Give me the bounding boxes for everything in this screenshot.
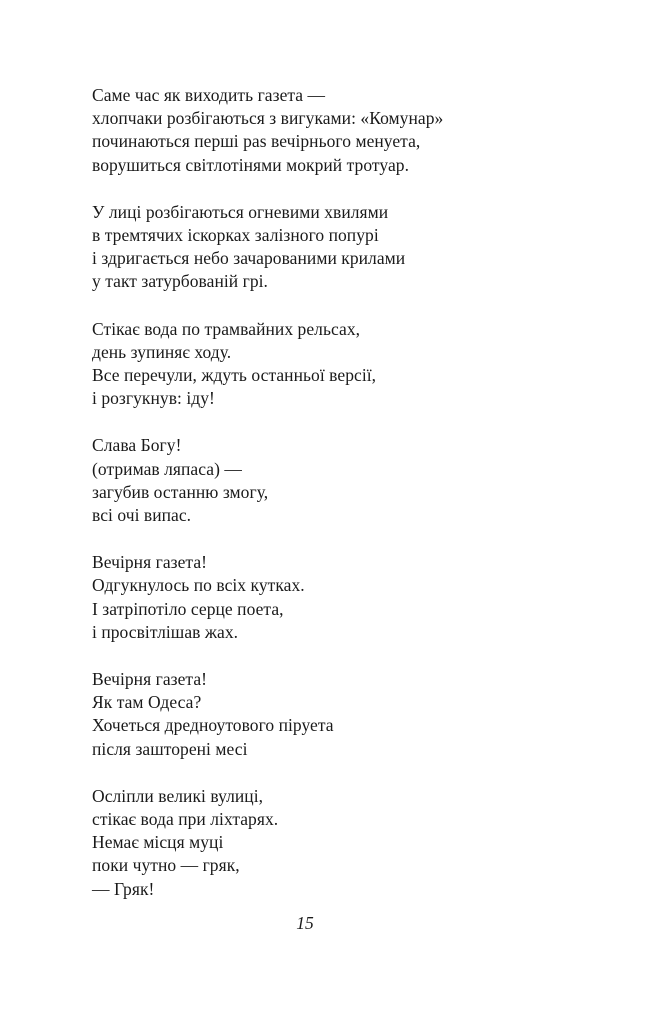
- poem-line: ворушиться світлотінями мокрий тротуар.: [92, 154, 410, 175]
- stanza-2: [92, 201, 572, 294]
- poem-line: поки чутно — гряк,: [92, 855, 240, 876]
- stanza-3: [92, 318, 572, 411]
- poem-line: і здригається небо зачарованими крилами: [92, 248, 406, 269]
- poem-line: Вечірня газета!: [92, 552, 208, 573]
- poem-line: І затріпотіло серце поета,: [92, 598, 284, 619]
- page-number: 15: [296, 913, 314, 933]
- poem-line: хлопчаки розбігаються з вигуками: «Комунар»: [92, 108, 444, 129]
- poem-line: стікає вода при ліхтарях.: [92, 809, 279, 830]
- poem-line: — Гряк!: [92, 878, 155, 899]
- poem-line: Слава Богу!: [92, 435, 182, 456]
- poem-body: [92, 84, 572, 925]
- poem-line: Осліпли великі вулиці,: [92, 785, 264, 806]
- poem-line: Вечірня газета!: [92, 669, 208, 690]
- poem-line: в тремтячих іскорках залізного попурі: [92, 225, 379, 246]
- poem-line: у такт затурбованій грі.: [92, 271, 268, 292]
- poem-line: (отримав ляпаса) —: [92, 458, 242, 479]
- poem-line: Стікає вода по трамвайних рельсах,: [92, 318, 361, 339]
- poem-line: Хочеться дредноутового піруета: [92, 715, 334, 736]
- poem-line: починаються перші pas вечірнього менуета,: [92, 131, 421, 152]
- poem-line: Як там Одеса?: [92, 692, 202, 713]
- poem-line: всі очі випас.: [92, 505, 192, 526]
- poem-line: і просвітлішав жах.: [92, 621, 239, 642]
- poem-line: і розгукнув: іду!: [92, 388, 215, 409]
- poem-line: після зашторені месі: [92, 738, 248, 759]
- poem-line: загубив останню змогу,: [92, 481, 269, 502]
- poem-line: Одгукнулось по всіх кутках.: [92, 575, 305, 596]
- stanza-4: [92, 434, 572, 527]
- poem-line: У лиці розбігаються огневими хвилями: [92, 201, 389, 222]
- poem-line: Все перечули, ждуть останньої версії,: [92, 365, 377, 386]
- stanza-5: [92, 551, 572, 644]
- poem-line: день зупиняє ходу.: [92, 341, 232, 362]
- stanza-6: [92, 668, 572, 761]
- poem-line: Саме час як виходить газета —: [92, 85, 326, 105]
- poem-line: Немає місця муці: [92, 832, 224, 853]
- stanza-1: [92, 84, 572, 177]
- stanza-7: [92, 785, 572, 901]
